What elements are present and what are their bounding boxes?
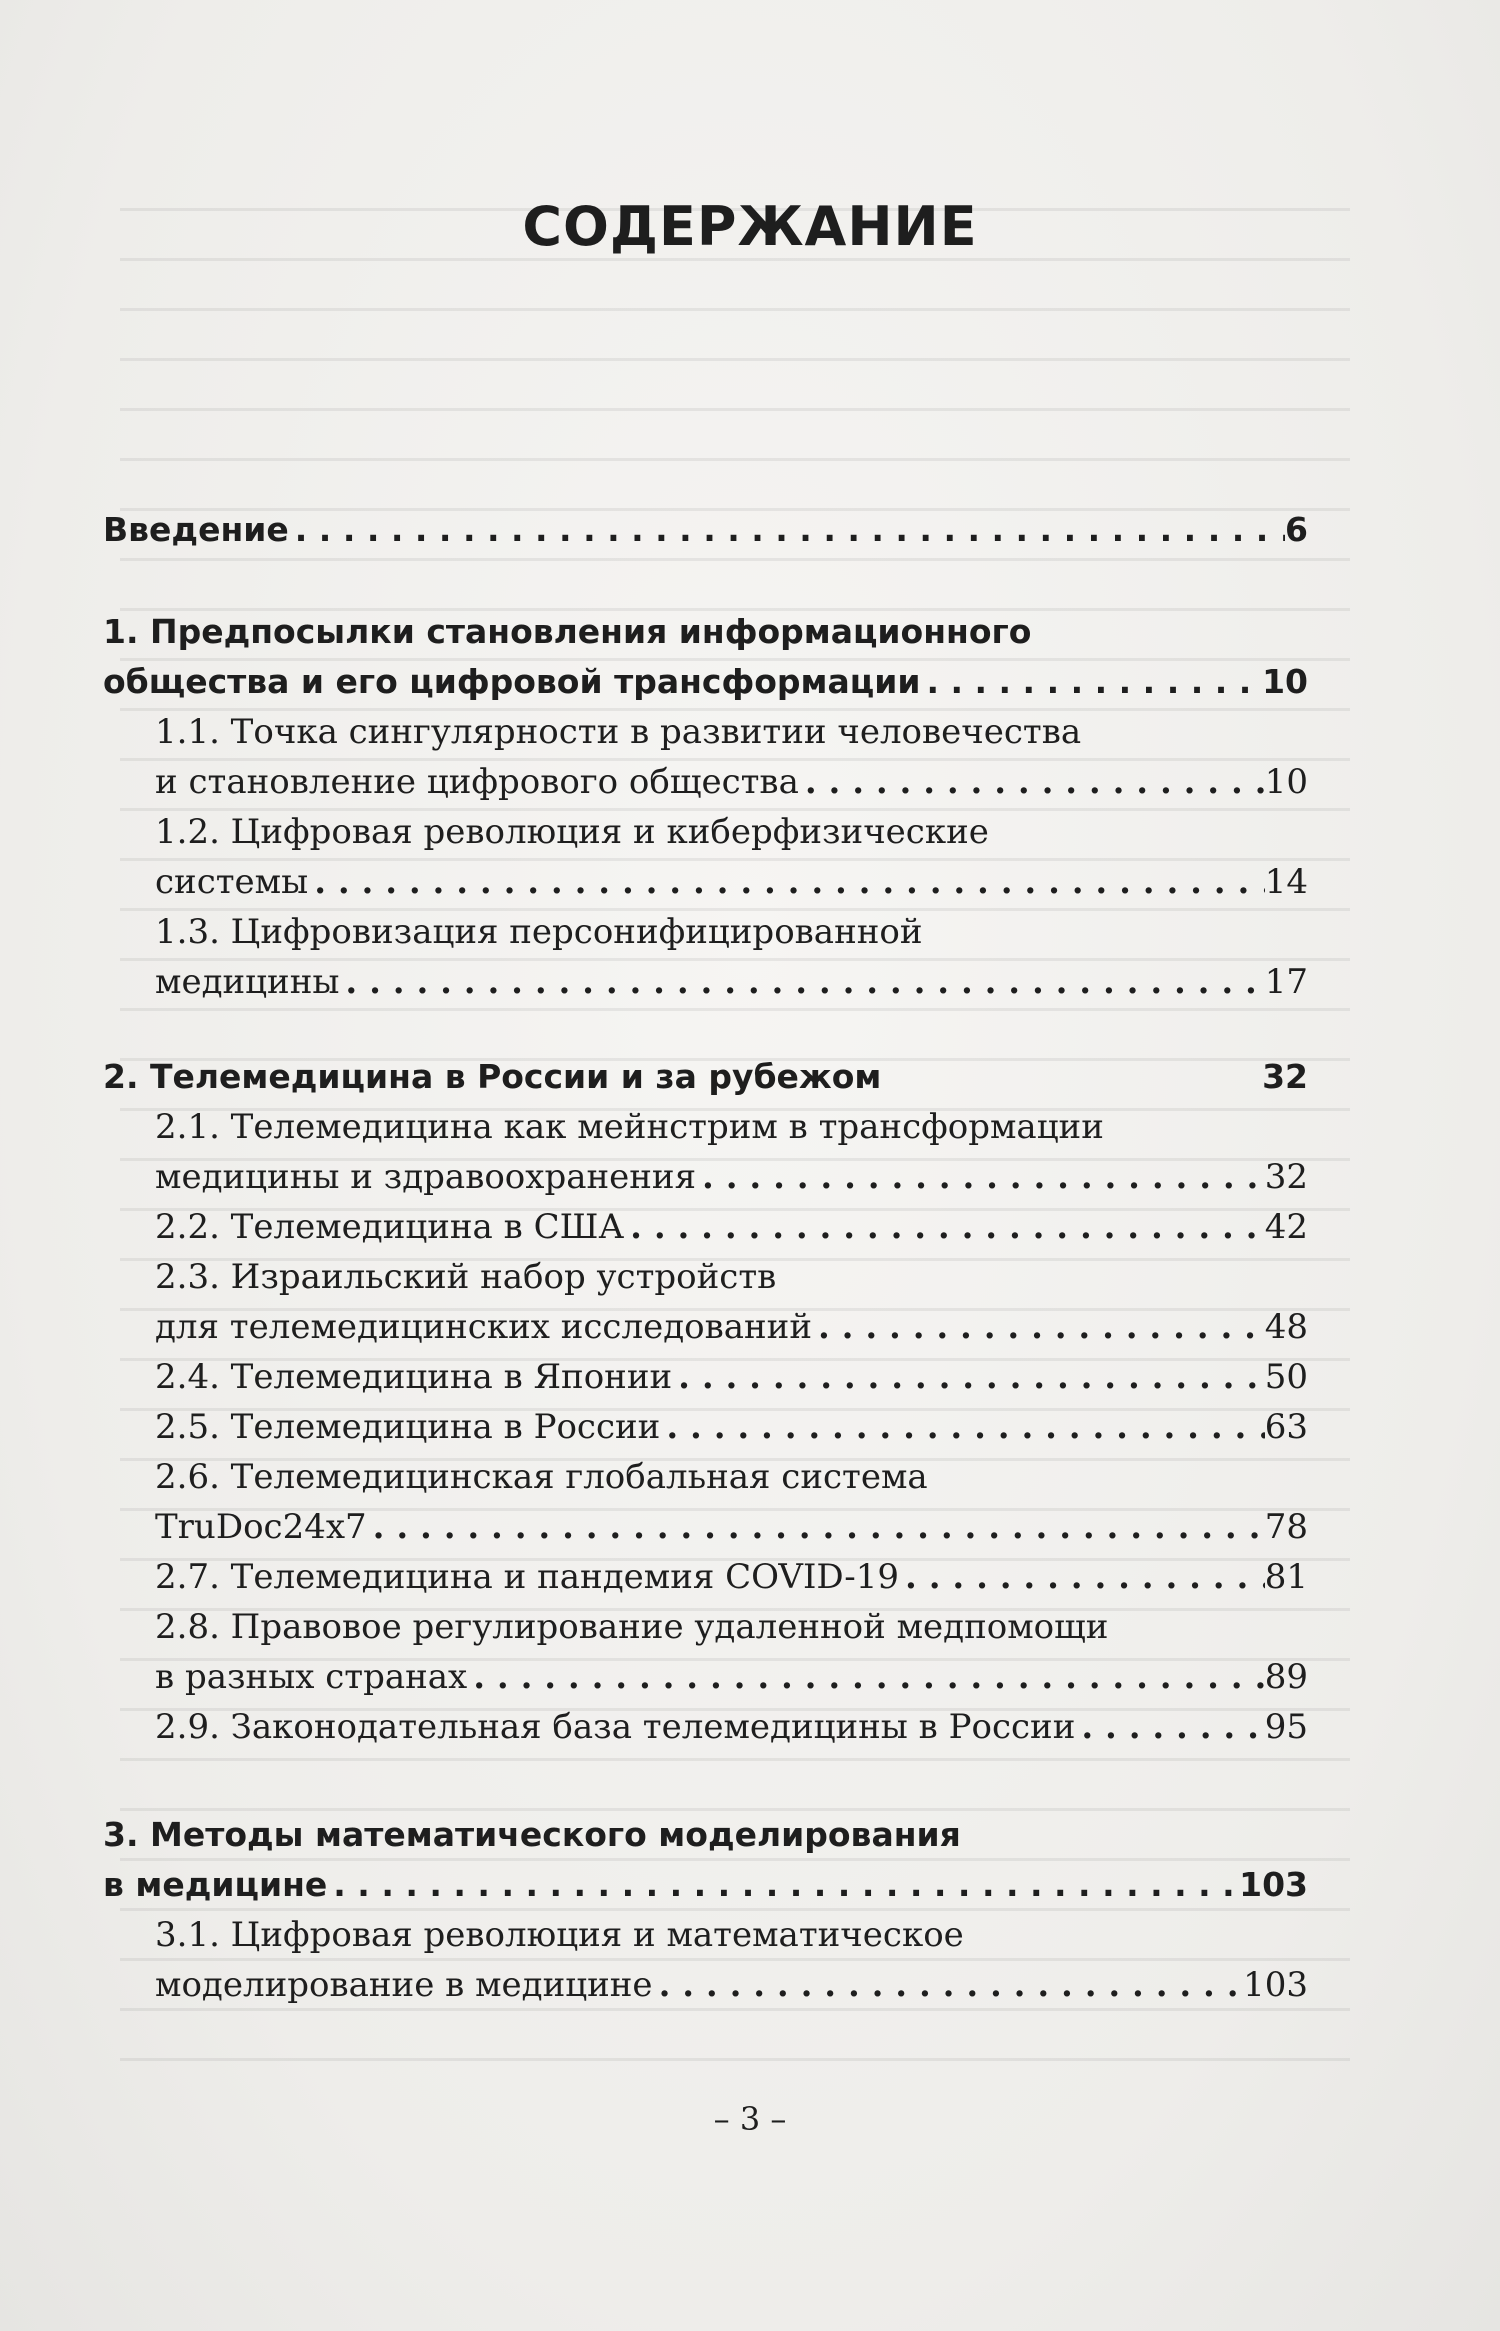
toc-leader-dots — [672, 1352, 1265, 1402]
toc-entry-text: и становление цифрового общества — [155, 762, 799, 802]
page-title: СОДЕРЖАНИЕ — [522, 195, 978, 258]
toc-leader-dots — [696, 1152, 1265, 1202]
toc-page-number: 10 — [1264, 762, 1308, 802]
toc-entry-text: системы — [155, 862, 309, 902]
toc-page-number: 10 — [1262, 662, 1308, 701]
toc-leader-dots — [327, 1860, 1239, 1910]
toc-entry-text: 2.1. Телемедицина как мейнстрим в трансформации — [155, 1107, 1104, 1147]
toc-entry-text: 2.6. Телемедицинская глобальная система — [155, 1457, 928, 1497]
toc-leader-dots — [289, 505, 1285, 555]
toc-leader-dots — [653, 1960, 1244, 2010]
toc-leader-dots — [812, 1302, 1265, 1352]
toc-leader-dots — [308, 857, 1265, 907]
toc-entry-text: для телемедицинских исследований — [155, 1307, 812, 1347]
toc-entry-text: медицины и здравоохранения — [155, 1157, 697, 1197]
toc-entry-2-3 — [155, 1252, 1308, 1302]
toc-page-number: 48 — [1264, 1307, 1308, 1347]
toc-page-number: 103 — [1239, 1865, 1308, 1904]
toc-entry-2-3-cont — [155, 1302, 1308, 1352]
toc-entry-text: 2.4. Телемедицина в Японии — [155, 1357, 673, 1397]
toc-page-number: 17 — [1264, 962, 1308, 1002]
toc-entry-text: 1.2. Цифровая революция и киберфизические — [155, 812, 989, 852]
toc-entry-1-1 — [155, 707, 1308, 757]
toc-entry-text: моделирование в медицине — [155, 1965, 653, 2005]
toc-entry-chapter-3 — [103, 1810, 1308, 1860]
toc-entry-2-5 — [155, 1402, 1308, 1452]
toc-entry-text: общества и его цифровой трансформации — [103, 662, 921, 701]
toc-entry-2-4 — [155, 1352, 1308, 1402]
toc-entry-text: 3.1. Цифровая революция и математическое — [155, 1915, 964, 1955]
toc-entry-2-1-cont — [155, 1152, 1308, 1202]
toc-page-number: 78 — [1264, 1507, 1308, 1547]
toc-entry-text: 2.2. Телемедицина в США — [155, 1207, 625, 1247]
toc-leader-dots — [899, 1552, 1265, 1602]
toc-page-number: 50 — [1264, 1357, 1308, 1397]
toc-entry-chapter-2 — [103, 1052, 1308, 1102]
toc-leader-dots — [799, 757, 1265, 807]
toc-page-number: 6 — [1285, 510, 1308, 549]
toc-entry-3-1-cont — [155, 1960, 1308, 2010]
toc-leader-dots — [367, 1502, 1265, 1552]
toc-entry-2-7 — [155, 1552, 1308, 1602]
toc-entry-text: 3. Методы математического моделирования — [103, 1815, 961, 1854]
toc-leader-dots — [1075, 1702, 1264, 1752]
toc-entry-text: 1.3. Цифровизация персонифицированной — [155, 912, 923, 952]
toc-leader-dots — [339, 957, 1264, 1007]
toc-page-number: 81 — [1264, 1557, 1308, 1597]
toc-entry-1-3-cont — [155, 957, 1308, 1007]
toc-entry-text: медицины — [155, 962, 340, 1002]
toc-entry-1-2 — [155, 807, 1308, 857]
toc-entry-text: 2.5. Телемедицина в России — [155, 1407, 661, 1447]
toc-leader-dots — [624, 1202, 1265, 1252]
toc-entry-text: 1.1. Точка сингулярности в развитии человечества — [155, 712, 1082, 752]
toc-entry-intro — [103, 505, 1308, 555]
toc-entry-chapter-1 — [103, 607, 1308, 657]
page-number: – 3 – — [713, 2100, 787, 2138]
toc-page-number: 63 — [1264, 1407, 1308, 1447]
toc-entry-2-8-cont — [155, 1652, 1308, 1702]
toc-entry-text: 2.8. Правовое регулирование удаленной медпомощи — [155, 1607, 1109, 1647]
toc-page-number: 32 — [1264, 1157, 1308, 1197]
toc-entry-3-1 — [155, 1910, 1308, 1960]
toc-leader-dots — [920, 657, 1262, 707]
toc-entry-text: Введение — [103, 510, 289, 549]
toc-entry-2-1 — [155, 1102, 1308, 1152]
toc-page-number: 95 — [1264, 1707, 1308, 1747]
toc-leader-dots — [660, 1402, 1264, 1452]
toc-entry-text: 2.7. Телемедицина и пандемия COVID-19 — [155, 1557, 900, 1597]
toc-entry-2-6 — [155, 1452, 1308, 1502]
toc-entry-chapter-3-cont — [103, 1860, 1308, 1910]
toc-entry-chapter-1-cont — [103, 657, 1308, 707]
toc-entry-1-2-cont — [155, 857, 1308, 907]
toc-entry-2-6-cont — [155, 1502, 1308, 1552]
toc-entry-1-3 — [155, 907, 1308, 957]
toc-page-number: 32 — [1262, 1057, 1308, 1096]
toc-entry-text: 2.9. Законодательная база телемедицины в России — [155, 1707, 1076, 1747]
toc-entry-text: 1. Предпосылки становления информационного — [103, 612, 1032, 651]
toc-page-number: 103 — [1243, 1965, 1308, 2005]
toc-entry-text: 2. Телемедицина в России и за рубежом — [103, 1057, 882, 1096]
toc-entry-text: 2.3. Израильский набор устройств — [155, 1257, 777, 1297]
toc-entry-text: TruDoc24x7 — [155, 1507, 367, 1547]
toc-entry-text: в медицине — [103, 1865, 328, 1904]
toc-page-number: 14 — [1264, 862, 1308, 902]
toc-entry-1-1-cont — [155, 757, 1308, 807]
toc-entry-text: в разных странах — [155, 1657, 468, 1697]
toc-entry-2-2 — [155, 1202, 1308, 1252]
toc-entry-2-8 — [155, 1602, 1308, 1652]
toc-entry-2-9 — [155, 1702, 1308, 1752]
toc-leader-dots — [467, 1652, 1265, 1702]
toc-page-number: 89 — [1264, 1657, 1308, 1697]
toc-page-number: 42 — [1264, 1207, 1308, 1247]
